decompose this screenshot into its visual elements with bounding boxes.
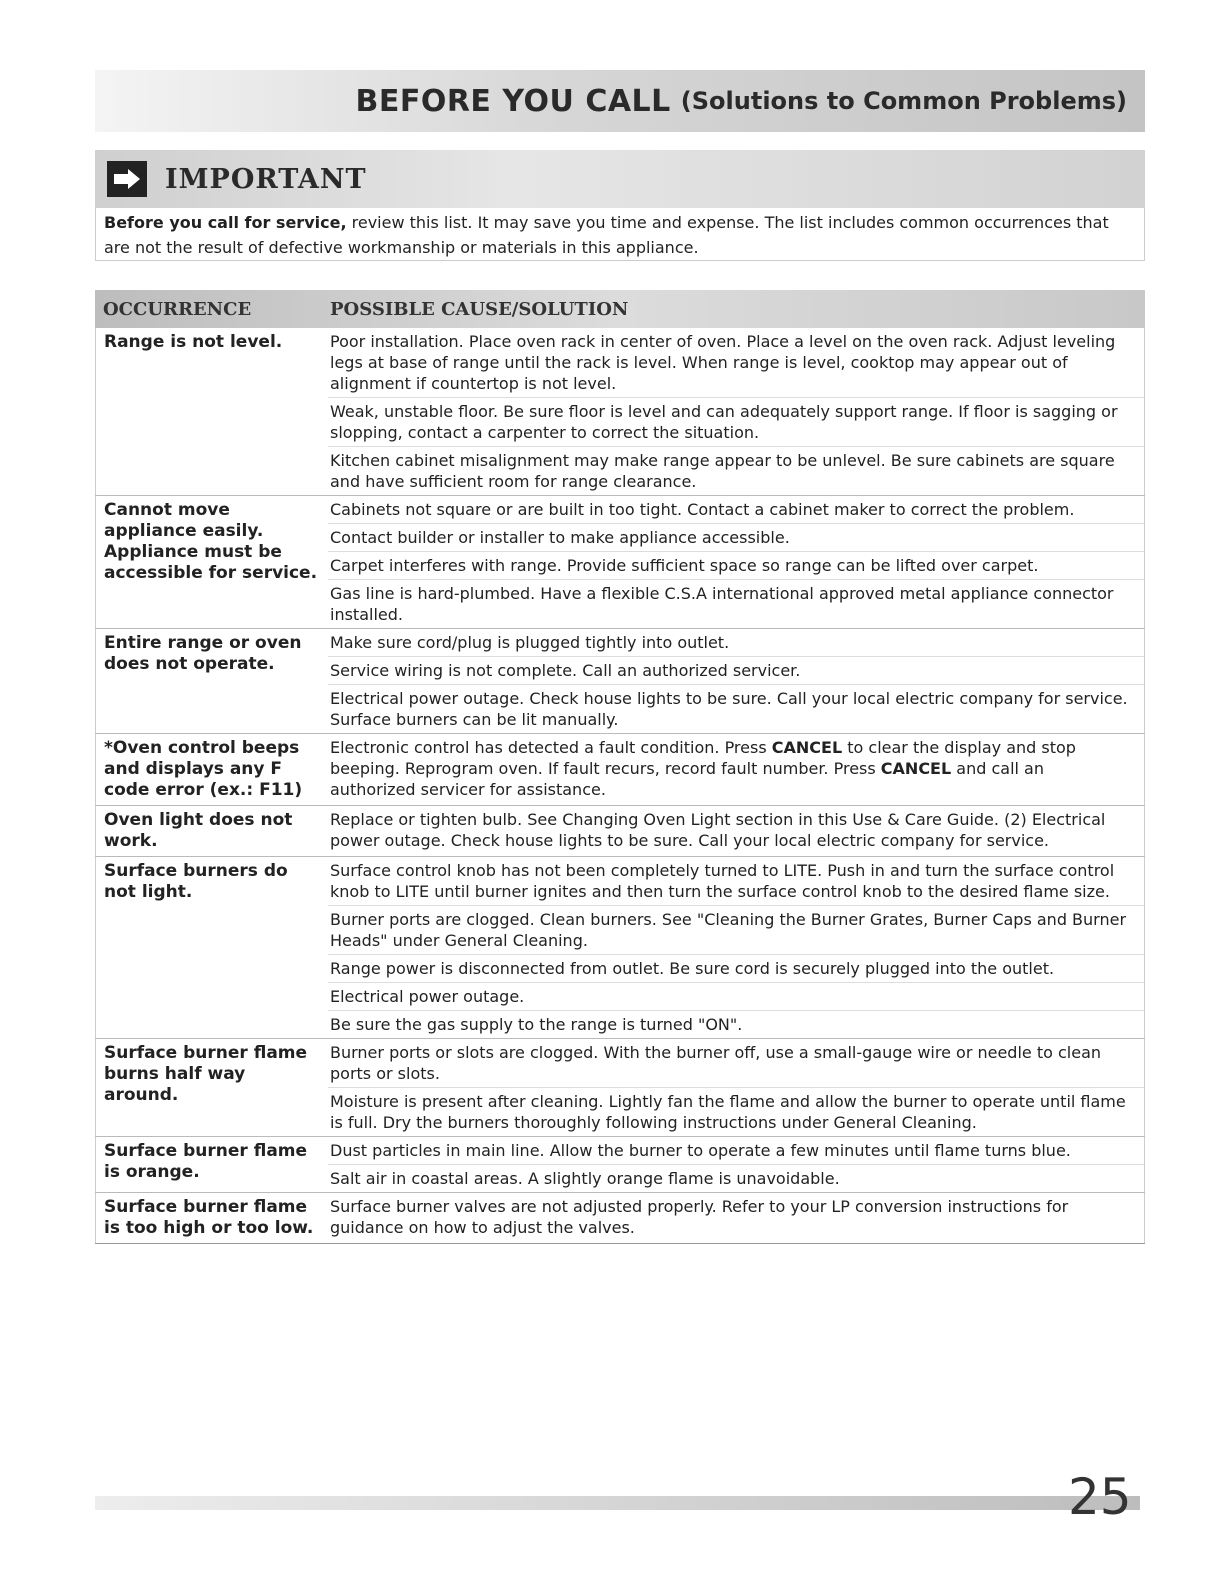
solution-cell bbox=[328, 806, 1145, 856]
solution-item: Gas line is hard-plumbed. Have a flexible C.S.A international approved metal appliance connector installed. bbox=[330, 584, 1114, 624]
solution-cell bbox=[328, 496, 1145, 628]
table-header bbox=[95, 290, 1145, 328]
occurrence-cell: Surface burner flame burns half way around. bbox=[95, 1039, 328, 1136]
table-row bbox=[95, 1137, 1145, 1193]
solution-item: Salt air in coastal areas. A slightly orange flame is unavoidable. bbox=[330, 1169, 840, 1188]
table-row bbox=[95, 734, 1145, 806]
occurrence-cell: Surface burners do not light. bbox=[95, 857, 328, 1038]
solution-item: Burner ports or slots are clogged. With the burner off, use a small-gauge wire or needle to clean ports or slots. bbox=[328, 1039, 1144, 1088]
page-subtitle: (Solutions to Common Problems) bbox=[680, 87, 1127, 115]
table-row bbox=[95, 1193, 1145, 1244]
solution-cell bbox=[328, 734, 1145, 805]
column-header-solution: POSSIBLE CAUSE/SOLUTION bbox=[330, 298, 629, 320]
important-notice bbox=[95, 150, 1145, 256]
solution-cell bbox=[328, 857, 1145, 1038]
occurrence-cell: Entire range or oven does not operate. bbox=[95, 629, 328, 733]
footer-bar bbox=[95, 1496, 1140, 1510]
important-body: review this list. It may save you time and expense. The list includes common occurrences that are not the result of defective workmanship or materials in this appliance. bbox=[104, 213, 1109, 257]
solution-item: Burner ports are clogged. Clean burners. See "Cleaning the Burner Grates, Burner Caps and Burner Heads" under General Cleaning. bbox=[328, 906, 1144, 955]
solution-item: Cabinets not square or are built in too tight. Contact a cabinet maker to correct the problem. bbox=[328, 496, 1144, 524]
table-row bbox=[95, 806, 1145, 857]
solution-item: Surface burner valves are not adjusted properly. Refer to your LP conversion instructions for guidance on how to adjust the valves. bbox=[330, 1197, 1069, 1237]
occurrence-cell: *Oven control beeps and displays any F code error (ex.: F11) bbox=[95, 734, 328, 805]
solution-item: Be sure the gas supply to the range is turned "ON". bbox=[330, 1015, 743, 1034]
solution-item: Service wiring is not complete. Call an authorized servicer. bbox=[328, 657, 1144, 685]
solution-cell bbox=[328, 629, 1145, 733]
table-row bbox=[95, 629, 1145, 734]
table-row bbox=[95, 328, 1145, 496]
important-text bbox=[95, 208, 1145, 261]
page-number: 25 bbox=[1068, 1468, 1132, 1526]
solution-cell bbox=[328, 1137, 1145, 1192]
page-title-bar bbox=[95, 70, 1145, 132]
solution-item: Range power is disconnected from outlet. Be sure cord is securely plugged into the outlet. bbox=[328, 955, 1144, 983]
table-row bbox=[95, 857, 1145, 1039]
occurrence-cell: Range is not level. bbox=[95, 328, 328, 495]
solution-item: Carpet interferes with range. Provide sufficient space so range can be lifted over carpet. bbox=[328, 552, 1144, 580]
table-body bbox=[95, 328, 1145, 1244]
table-row bbox=[95, 1039, 1145, 1137]
occurrence-cell: Oven light does not work. bbox=[95, 806, 328, 856]
solution-cell bbox=[328, 1039, 1145, 1136]
solution-item: Kitchen cabinet misalignment may make range appear to be unlevel. Be sure cabinets are square and have sufficient room for range clearance. bbox=[330, 451, 1115, 491]
solution-item: Surface control knob has not been completely turned to LITE. Push in and turn the surface control knob to LITE until burner ignites and then turn the surface control knob to the desired flame size. bbox=[328, 857, 1144, 906]
occurrence-cell: Surface burner flame is orange. bbox=[95, 1137, 328, 1192]
solution-cell bbox=[328, 1193, 1145, 1243]
table-row bbox=[95, 496, 1145, 629]
important-title: IMPORTANT bbox=[165, 163, 367, 195]
solution-item: Make sure cord/plug is plugged tightly into outlet. bbox=[328, 629, 1144, 657]
column-header-occurrence: OCCURRENCE bbox=[103, 298, 252, 320]
solution-cell bbox=[328, 328, 1145, 495]
solution-item: Poor installation. Place oven rack in center of oven. Place a level on the oven rack. Adjust leveling legs at base of range until the rack is level. When range is level, cooktop may appear out of alignment if countertop is not level. bbox=[328, 328, 1144, 398]
solution-item: Electrical power outage. bbox=[328, 983, 1144, 1011]
occurrence-cell: Surface burner flame is too high or too low. bbox=[95, 1193, 328, 1243]
troubleshooting-table bbox=[95, 290, 1145, 1244]
solution-item: Replace or tighten bulb. See Changing Oven Light section in this Use & Care Guide. (2) Electrical power outage. Check house lights to be sure. Call your local electric company for service. bbox=[330, 810, 1106, 850]
occurrence-cell: Cannot move appliance easily. Appliance must be accessible for service. bbox=[95, 496, 328, 628]
solution-item: Weak, unstable floor. Be sure floor is level and can adequately support range. If floor is sagging or slopping, contact a carpenter to correct the situation. bbox=[328, 398, 1144, 447]
solution-item: Contact builder or installer to make appliance accessible. bbox=[328, 524, 1144, 552]
solution-item: Electrical power outage. Check house lights to be sure. Call your local electric company for service. Surface burners can be lit manually. bbox=[330, 689, 1128, 729]
solution-item: Electronic control has detected a fault condition. Press CANCEL to clear the display and stop beeping. Reprogram oven. If fault recurs, record fault number. Press CANCEL and call an authorized servicer for assistance. bbox=[330, 738, 1076, 799]
solution-item: Dust particles in main line. Allow the burner to operate a few minutes until flame turns blue. bbox=[328, 1137, 1144, 1165]
solution-item: Moisture is present after cleaning. Lightly fan the flame and allow the burner to operate until flame is full. Dry the burners thoroughly following instructions under General Cleaning. bbox=[330, 1092, 1126, 1132]
important-lead: Before you call for service, bbox=[104, 213, 347, 232]
page-title: BEFORE YOU CALL bbox=[355, 83, 671, 119]
arrow-right-icon bbox=[107, 161, 147, 197]
important-header bbox=[95, 150, 1145, 208]
